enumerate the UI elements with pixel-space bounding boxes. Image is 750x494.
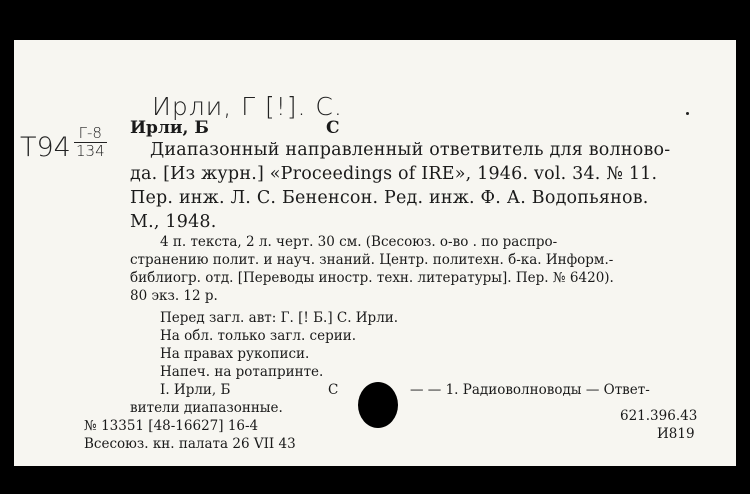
title-line-2: да. [Из журн.] «Proceedings of IRE», 1946. vol. 34. № 11. [130, 164, 658, 184]
title-line-1: Диапазонный направленный ответвитель для волново- [150, 140, 671, 160]
note-line-1: Перед загл. авт: Г. [! Б.] С. Ирли. [160, 310, 399, 326]
call-number-bottom: 134 [76, 142, 105, 160]
collation-line-2: странению полит. и науч. знаний. Центр. политехн. б-ка. Информ.- [130, 252, 614, 268]
punch-hole [358, 382, 398, 428]
call-number-fraction [74, 125, 107, 160]
note-line-4: Напеч. на ротапринте. [160, 364, 324, 380]
note-line-2: На обл. только загл. серии. [160, 328, 357, 344]
cutter-number: И819 [657, 426, 695, 442]
note-line-3: На правах рукописи. [160, 346, 310, 362]
handwritten-name: Ирли, Г [!]. С. [152, 92, 343, 121]
collation-line-4: 80 экз. 12 р. [130, 288, 218, 304]
tracing-initial: С [328, 382, 339, 398]
title-line-4: М., 1948. [130, 212, 217, 232]
call-number-main: Т94 [20, 132, 71, 163]
catalog-card [14, 40, 736, 466]
tracing-subject: — — 1. Радиоволноводы — Ответ- [410, 382, 650, 398]
tracing-subject-cont: вители диапазонные. [130, 400, 283, 416]
book-chamber-stamp: Всесоюз. кн. палата 26 VII 43 [84, 436, 296, 452]
udc-number: 621.396.43 [620, 408, 698, 424]
heading-initial: С [326, 118, 340, 138]
stray-mark [686, 112, 689, 115]
tracing-author: I. Ирли, Б [160, 382, 231, 398]
accession-number: № 13351 [48-16627] 16-4 [84, 418, 259, 434]
collation-line-3: библиогр. отд. [Переводы иностр. техн. литературы]. Пер. № 6420). [130, 270, 614, 286]
call-number-top: Г-8 [74, 125, 107, 143]
heading-author: Ирли, Б [130, 118, 209, 138]
title-line-3: Пер. инж. Л. С. Бененсон. Ред. инж. Ф. А. Водопьянов. [130, 188, 649, 208]
collation-line-1: 4 п. текста, 2 л. черт. 30 см. (Всесоюз. о-во . по распро- [160, 234, 558, 250]
